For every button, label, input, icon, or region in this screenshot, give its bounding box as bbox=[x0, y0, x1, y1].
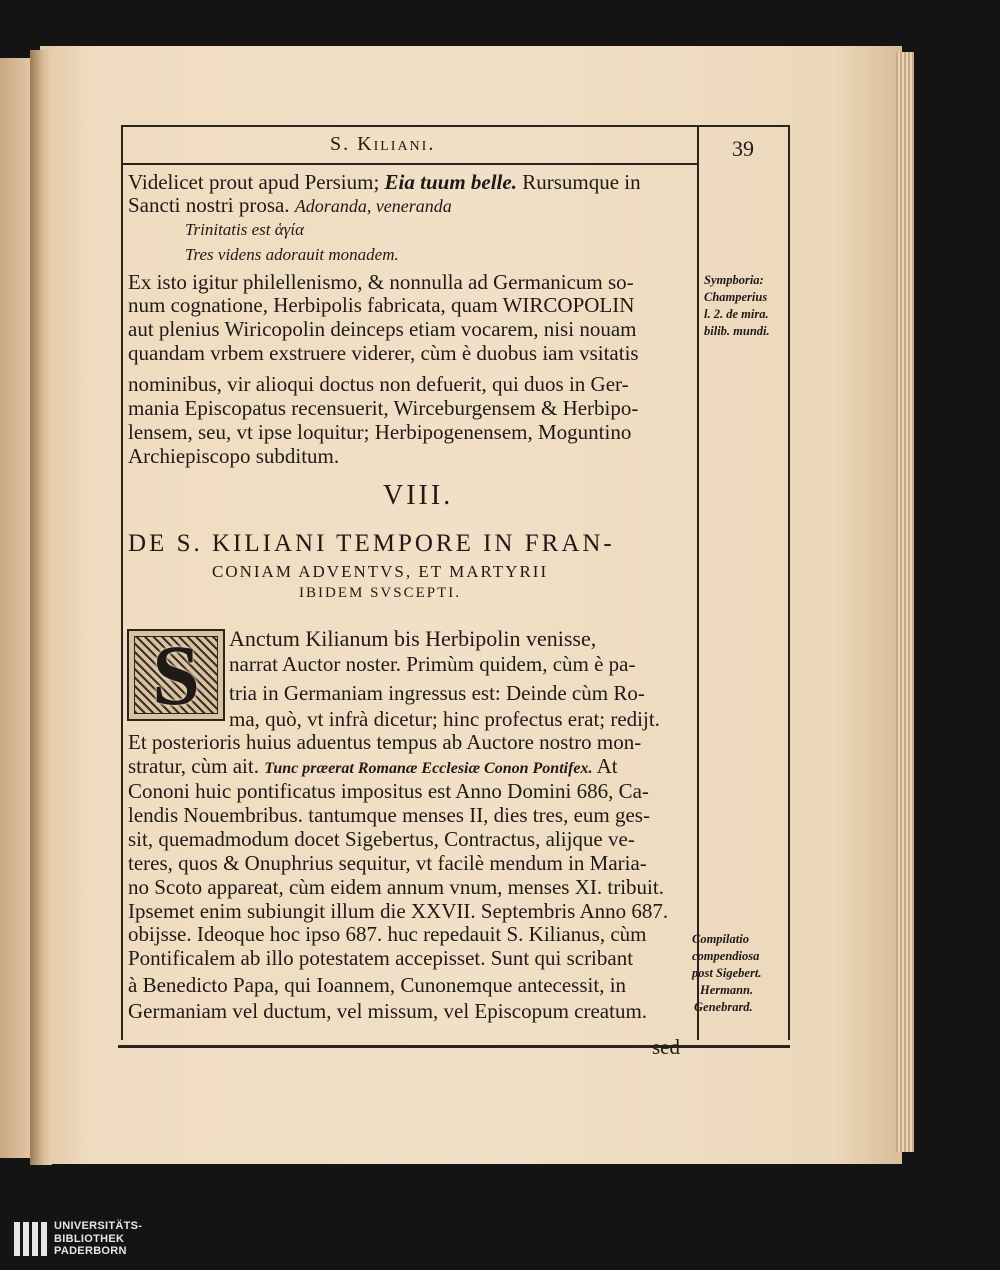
text-segment: stratur, cùm ait. bbox=[128, 754, 265, 778]
text-segment: Videlicet prout apud Persium; bbox=[128, 170, 385, 194]
page-edges bbox=[896, 52, 914, 1152]
paragraph-line: obijsse. Ideoque hoc ipso 687. huc repedauit S. Kilianus, cùm bbox=[128, 922, 647, 946]
verse-line: Tres videns adorauit monadem. bbox=[185, 245, 399, 264]
text-segment: Sancti nostri prosa. bbox=[128, 193, 295, 217]
margin-note-line: Sympboria: bbox=[704, 273, 764, 287]
text-line bbox=[128, 193, 452, 218]
margin-note-line: bilib. mundi. bbox=[704, 324, 770, 338]
margin-note-line: Champerius bbox=[704, 290, 768, 304]
page-number: 39 bbox=[732, 136, 754, 161]
initial-letter: S bbox=[152, 627, 200, 723]
quotation: Eia tuum belle. bbox=[384, 170, 517, 194]
chapter-title-line: CONIAM ADVENTVS, ET MARTYRII bbox=[212, 562, 549, 581]
paragraph-line: num cognatione, Herbipolis fabricata, quam WIRCOPOLIN bbox=[128, 293, 635, 317]
paragraph-line: Ex isto igitur philellenismo, & nonnulla ad Germanicum so- bbox=[128, 270, 634, 294]
chapter-number: VIII. bbox=[383, 480, 454, 511]
paragraph-line: tria in Germaniam ingressus est: Deinde cùm Ro- bbox=[229, 681, 645, 705]
paragraph-line: teres, quos & Onuphrius sequitur, vt facilè mendum in Maria- bbox=[128, 851, 647, 875]
paragraph-line: aut plenius Wiricopolin deinceps etiam vocarem, nisi nouam bbox=[128, 317, 637, 341]
paragraph-line: sit, quemadmodum docet Sigebertus, Contractus, alijque ve- bbox=[128, 827, 635, 851]
library-name-line: PADERBORN bbox=[54, 1245, 127, 1257]
library-name-line: UNIVERSITÄTS- bbox=[54, 1220, 143, 1232]
paragraph-line: Archiepiscopo subditum. bbox=[128, 444, 340, 468]
chapter-title-line: IBIDEM SVSCEPTI. bbox=[299, 585, 462, 601]
verse-line: Trinitatis est ἁγία bbox=[185, 220, 305, 239]
quotation: Tunc præerat Romanæ Ecclesiæ Conon Pontifex. bbox=[264, 760, 593, 777]
book-gutter bbox=[30, 50, 52, 1165]
margin-note-line: post Sigebert. bbox=[692, 966, 762, 980]
margin-note-line: l. 2. de mira. bbox=[704, 307, 769, 321]
paragraph-line: Anctum Kilianum bis Herbipolin venisse, bbox=[229, 626, 597, 651]
margin-note-line: Compilatio bbox=[692, 932, 749, 946]
paragraph-line: Germaniam vel ductum, vel missum, vel Episcopum creatum. bbox=[128, 999, 648, 1023]
paragraph-line: no Scoto appareat, cùm eidem annum vnum, menses XI. tribuit. bbox=[128, 875, 664, 899]
paragraph-line: mania Episcopatus recensuerit, Wirceburgensem & Herbipo- bbox=[128, 396, 639, 420]
margin-note-line: Hermann. bbox=[700, 983, 754, 997]
frame-text-right-rule bbox=[697, 125, 699, 1040]
library-name bbox=[54, 1220, 142, 1258]
frame-left-rule bbox=[121, 125, 123, 1040]
text-segment: At bbox=[592, 754, 618, 778]
text-line bbox=[128, 170, 641, 195]
running-title: S. Kiliani. bbox=[330, 133, 436, 155]
frame-bottom-rule bbox=[118, 1045, 790, 1048]
quotation: Adoranda, veneranda bbox=[294, 196, 452, 216]
margin-note-sources bbox=[704, 272, 770, 340]
paragraph-line: lendis Nouembribus. tantumque menses II, dies tres, eum ges- bbox=[128, 803, 650, 827]
catchword: sed bbox=[652, 1035, 680, 1059]
paragraph-line: narrat Auctor noster. Primùm quidem, cùm è pa- bbox=[229, 652, 636, 676]
ornamental-initial bbox=[127, 629, 225, 721]
chapter-title-line: DE S. KILIANI TEMPORE IN FRAN- bbox=[128, 530, 615, 557]
text-segment: Rursumque in bbox=[516, 170, 641, 194]
library-logo-icon bbox=[12, 1220, 50, 1258]
margin-note-line: Genebrard. bbox=[694, 1000, 753, 1014]
paragraph-line: lensem, seu, vt ipse loquitur; Herbipogenensem, Moguntino bbox=[128, 420, 632, 444]
library-name-line: BIBLIOTHEK bbox=[54, 1232, 125, 1245]
paragraph-line: quandam vrbem exstruere viderer, cùm è duobus iam vsitatis bbox=[128, 341, 639, 365]
paragraph-line: Cononi huic pontificatus impositus est Anno Domini 686, Ca- bbox=[128, 779, 649, 803]
frame-top-rule bbox=[121, 125, 789, 127]
paragraph-line: à Benedicto Papa, qui Ioannem, Cunonemque antecessit, in bbox=[128, 973, 627, 997]
frame-margin-right-rule bbox=[788, 125, 790, 1040]
paragraph-line: ma, quò, vt infrà dicetur; hinc profectus erat; redijt. bbox=[229, 707, 660, 731]
margin-note-compilation bbox=[692, 931, 761, 1016]
paragraph-line: nominibus, vir alioqui doctus non defuerit, qui duos in Ger- bbox=[128, 372, 629, 396]
paragraph-line: Et posterioris huius aduentus tempus ab Auctore nostro mon- bbox=[128, 730, 642, 754]
paragraph-line bbox=[128, 754, 618, 779]
margin-note-line: compendiosa bbox=[692, 949, 760, 963]
paragraph-line: Ipsemet enim subiungit illum die XXVII. Septembris Anno 687. bbox=[128, 899, 669, 923]
paragraph-line: Pontificalem ab illo potestatem accepisset. Sunt qui scribant bbox=[128, 946, 634, 970]
